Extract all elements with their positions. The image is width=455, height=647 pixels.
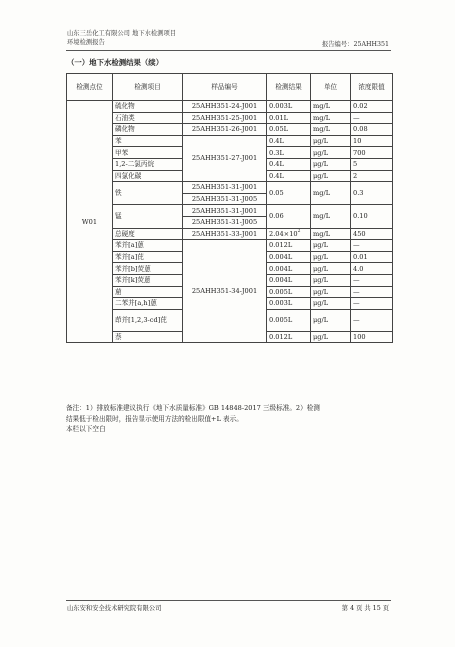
unit-cell: mg/L bbox=[311, 101, 351, 113]
note-line-3: 本栏以下空白 bbox=[66, 425, 106, 433]
item-cell: 茚并[1,2,3-cd]芘 bbox=[113, 309, 183, 331]
results-table bbox=[66, 73, 393, 343]
sample-cell: 25AHH351-33-J001 bbox=[183, 228, 267, 240]
item-cell: 萘 bbox=[113, 331, 183, 343]
section-title: （一）地下水检测结果（续） bbox=[67, 58, 164, 67]
item-cell: 苯 bbox=[113, 135, 183, 147]
note-line-2: 结果低于检出限时，报告显示使用方法的检出限值+L 表示。 bbox=[66, 414, 243, 423]
limit-cell: — bbox=[351, 240, 393, 252]
sample-cell: 25AHH351-31-J001 bbox=[183, 205, 267, 217]
limit-cell: 700 bbox=[351, 147, 393, 159]
limit-cell: 450 bbox=[351, 228, 393, 240]
table-row bbox=[67, 182, 393, 194]
item-cell: 四氯化碳 bbox=[113, 170, 183, 182]
item-cell: 二苯并[a,h]蒽 bbox=[113, 298, 183, 310]
header-divider bbox=[66, 50, 391, 51]
unit-cell: mg/L bbox=[311, 182, 351, 205]
result-cell: 0.012L bbox=[267, 331, 311, 343]
limit-cell: 100 bbox=[351, 331, 393, 343]
result-cell: 0.06 bbox=[267, 205, 311, 228]
monitoring-point: W01 bbox=[67, 101, 113, 343]
result-cell bbox=[267, 228, 311, 240]
table-header-row bbox=[67, 74, 393, 101]
result-cell: 0.004L bbox=[267, 274, 311, 286]
table-row bbox=[67, 240, 393, 252]
item-cell: 硫化物 bbox=[113, 101, 183, 113]
unit-cell: μg/L bbox=[311, 251, 351, 263]
limit-cell: — bbox=[351, 274, 393, 286]
sample-cell-pah: 25AHH351-34-J001 bbox=[183, 240, 267, 343]
footer-page-number: 第 4 页 共 15 页 bbox=[341, 605, 389, 612]
unit-cell: mg/L bbox=[311, 124, 351, 136]
item-cell: 苯并[k]荧蒽 bbox=[113, 274, 183, 286]
sample-cell: 25AHH351-26-J001 bbox=[183, 124, 267, 136]
limit-cell: 0.08 bbox=[351, 124, 393, 136]
result-exponent: 2 bbox=[297, 228, 301, 234]
table-row bbox=[67, 228, 393, 240]
item-cell: 锰 bbox=[113, 205, 183, 228]
result-cell: 0.01L bbox=[267, 112, 311, 124]
unit-cell: μg/L bbox=[311, 158, 351, 170]
unit-cell: mg/L bbox=[311, 205, 351, 228]
unit-cell: μg/L bbox=[311, 274, 351, 286]
item-cell: 甲苯 bbox=[113, 147, 183, 159]
footer-organization: 山东安和安全技术研究院有限公司 bbox=[67, 605, 162, 612]
unit-cell: μg/L bbox=[311, 135, 351, 147]
sample-cell: 25AHH351-24-J001 bbox=[183, 101, 267, 113]
unit-cell: μg/L bbox=[311, 286, 351, 298]
unit-cell: mg/L bbox=[311, 112, 351, 124]
limit-cell: 4.0 bbox=[351, 263, 393, 275]
unit-cell: μg/L bbox=[311, 240, 351, 252]
unit-cell: μg/L bbox=[311, 309, 351, 331]
limit-cell: 0.3 bbox=[351, 182, 393, 205]
table-row bbox=[67, 135, 393, 147]
result-cell: 0.003L bbox=[267, 101, 311, 113]
result-cell: 0.05L bbox=[267, 124, 311, 136]
result-cell: 0.003L bbox=[267, 298, 311, 310]
sample-cell: 25AHH351-25-J001 bbox=[183, 112, 267, 124]
limit-cell: — bbox=[351, 309, 393, 331]
sample-cell: 25AHH351-31-J005 bbox=[183, 193, 267, 205]
unit-cell: μg/L bbox=[311, 263, 351, 275]
unit-cell: μg/L bbox=[311, 298, 351, 310]
col-header-point: 检测点位 bbox=[67, 74, 113, 101]
result-base: 2.04×10 bbox=[269, 229, 298, 238]
sample-cell: 25AHH351-31-J001 bbox=[183, 182, 267, 194]
limit-cell: 2 bbox=[351, 170, 393, 182]
result-cell: 0.4L bbox=[267, 158, 311, 170]
table-row bbox=[67, 205, 393, 217]
header-left bbox=[67, 29, 176, 47]
item-cell: 总硬度 bbox=[113, 228, 183, 240]
unit-cell: μg/L bbox=[311, 170, 351, 182]
unit-cell: μg/L bbox=[311, 331, 351, 343]
footer-divider bbox=[66, 600, 391, 601]
item-cell: 苯并[a]蒽 bbox=[113, 240, 183, 252]
col-header-sample: 样品编号 bbox=[183, 74, 267, 101]
result-cell: 0.004L bbox=[267, 263, 311, 275]
item-cell: 䓛 bbox=[113, 286, 183, 298]
notes bbox=[66, 403, 394, 435]
sample-cell-vocs: 25AHH351-27-J001 bbox=[183, 135, 267, 181]
item-cell: 1,2-二氯丙烷 bbox=[113, 158, 183, 170]
result-cell: 0.4L bbox=[267, 170, 311, 182]
result-cell: 0.4L bbox=[267, 135, 311, 147]
limit-cell: — bbox=[351, 286, 393, 298]
col-header-item: 检测项目 bbox=[113, 74, 183, 101]
sample-cell: 25AHH351-31-J005 bbox=[183, 216, 267, 228]
col-header-limit: 浓度限值 bbox=[351, 74, 393, 101]
item-cell: 苯并[b]荧蒽 bbox=[113, 263, 183, 275]
limit-cell: — bbox=[351, 112, 393, 124]
table-row bbox=[67, 124, 393, 136]
col-header-unit: 单位 bbox=[311, 74, 351, 101]
result-cell: 0.05 bbox=[267, 182, 311, 205]
item-cell: 铁 bbox=[113, 182, 183, 205]
limit-cell: 0.01 bbox=[351, 251, 393, 263]
result-cell: 0.005L bbox=[267, 286, 311, 298]
result-cell: 0.012L bbox=[267, 240, 311, 252]
col-header-result: 检测结果 bbox=[267, 74, 311, 101]
item-cell: 石油类 bbox=[113, 112, 183, 124]
note-line-1: 备注：1）排放标准建议执行《地下水质量标准》GB 14848-2017 三级标准。2）检测 bbox=[66, 404, 320, 412]
result-cell: 0.005L bbox=[267, 309, 311, 331]
unit-cell: μg/L bbox=[311, 147, 351, 159]
limit-cell: — bbox=[351, 298, 393, 310]
item-cell: 苯并[a]芘 bbox=[113, 251, 183, 263]
limit-cell: 0.10 bbox=[351, 205, 393, 228]
report-number: 报告编号：25AHH351 bbox=[321, 41, 389, 48]
result-cell: 0.004L bbox=[267, 251, 311, 263]
table-row bbox=[67, 101, 393, 113]
table-row bbox=[67, 112, 393, 124]
report-type: 环境检测报告 bbox=[67, 39, 105, 46]
company-line: 山东三岳化工有限公司 地下水检测项目 bbox=[67, 30, 177, 37]
unit-cell: mg/L bbox=[311, 228, 351, 240]
limit-cell: 0.02 bbox=[351, 101, 393, 113]
limit-cell: 5 bbox=[351, 158, 393, 170]
limit-cell: 10 bbox=[351, 135, 393, 147]
result-cell: 0.3L bbox=[267, 147, 311, 159]
item-cell: 磷化物 bbox=[113, 124, 183, 136]
